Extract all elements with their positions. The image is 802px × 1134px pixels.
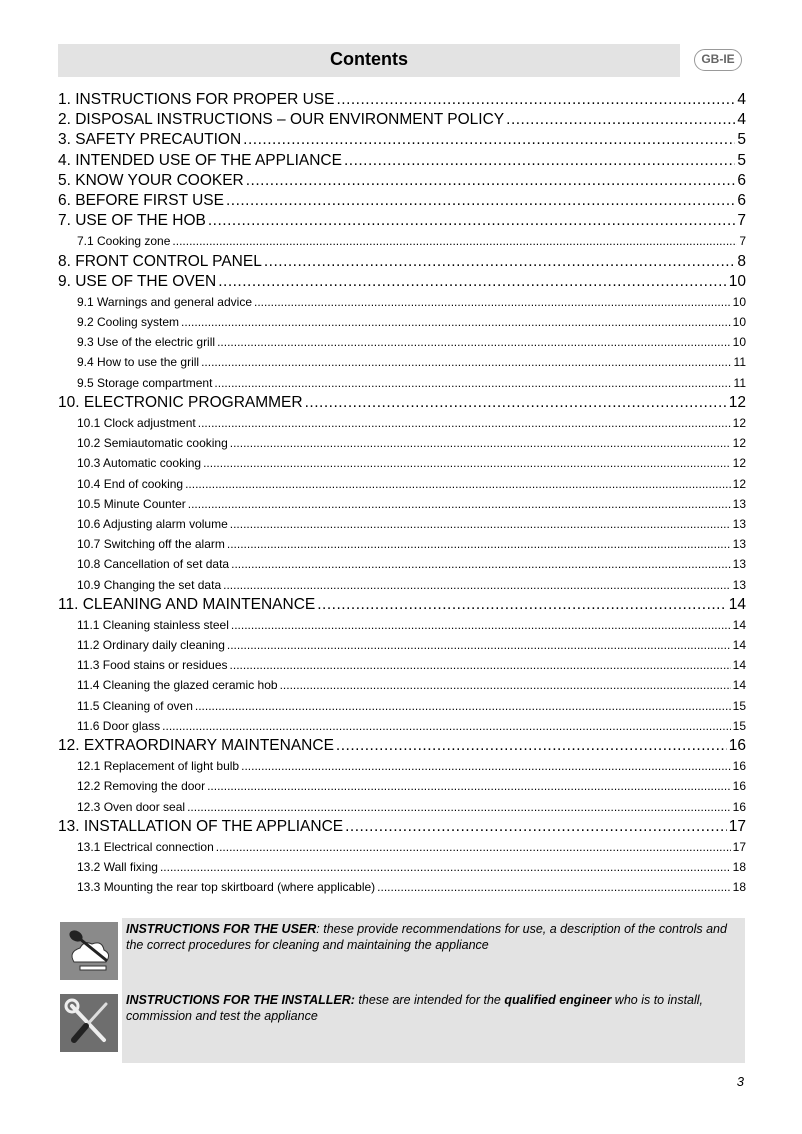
toc-label: 3. SAFETY PRECAUTION <box>58 131 242 149</box>
toc-page: 14 <box>732 658 746 673</box>
toc-leader <box>223 575 731 595</box>
toc-page: 10 <box>732 294 746 309</box>
toc-leader <box>214 373 731 393</box>
toc-leader <box>345 817 727 837</box>
toc-page: 7 <box>737 212 746 230</box>
toc-leader <box>198 413 731 433</box>
toc-page: 6 <box>737 191 746 209</box>
toc-section[interactable] <box>58 110 746 130</box>
toc-page: 10 <box>732 335 746 350</box>
toc-label: 11. CLEANING AND MAINTENANCE <box>58 595 316 613</box>
toc-subsection[interactable] <box>58 514 746 534</box>
toc-label: 7.1 Cooking zone <box>77 234 171 249</box>
toc-label: 13.1 Electrical connection <box>77 839 214 854</box>
toc-subsection[interactable] <box>58 292 746 312</box>
toc-subsection[interactable] <box>58 413 746 433</box>
toc-label: 9. USE OF THE OVEN <box>58 272 217 290</box>
toc-leader <box>230 655 731 675</box>
toc-subsection[interactable] <box>58 756 746 776</box>
toc-label: 12. EXTRAORDINARY MAINTENANCE <box>58 737 334 754</box>
toc-leader <box>227 635 731 655</box>
toc-label: 9.3 Use of the electric grill <box>77 335 216 350</box>
toc-page: 8 <box>737 252 746 270</box>
toc-page: 18 <box>732 880 746 895</box>
toc-page: 5 <box>737 131 746 149</box>
toc-label: 11.1 Cleaning stainless steel <box>77 617 229 632</box>
toc-section[interactable] <box>58 736 746 756</box>
toc-subsection[interactable] <box>58 675 746 695</box>
toc-page: 16 <box>732 759 746 774</box>
toc-label: 8. FRONT CONTROL PANEL <box>58 252 262 270</box>
toc-label: 9.5 Storage compartment <box>77 375 213 390</box>
installer-instructions-text-a: these are intended for the <box>354 993 505 1007</box>
toc-label: 10. ELECTRONIC PROGRAMMER <box>58 393 303 411</box>
toc-leader <box>162 716 730 736</box>
toc-page: 13 <box>732 577 746 592</box>
toc-subsection[interactable] <box>58 453 746 473</box>
spoon-chef-hat-icon <box>60 922 118 980</box>
toc-page: 13 <box>732 496 746 511</box>
toc-page: 10 <box>732 315 746 330</box>
toc-label: 13.2 Wall fixing <box>77 860 158 875</box>
region-badge: GB-IE <box>694 49 742 71</box>
toc-page: 15 <box>732 718 746 733</box>
toc-label: 11.4 Cleaning the glazed ceramic hob <box>77 678 278 693</box>
page-title: Contents <box>330 49 408 69</box>
toc-leader <box>506 110 735 130</box>
toc-page: 11 <box>733 375 746 390</box>
toc-section[interactable] <box>58 817 746 837</box>
toc-leader <box>264 252 736 272</box>
toc-label: 7. USE OF THE HOB <box>58 212 206 230</box>
toc-page: 12 <box>732 456 746 471</box>
toc-subsection[interactable] <box>58 877 746 897</box>
toc-subsection[interactable] <box>58 655 746 675</box>
toc-label: 11.2 Ordinary daily cleaning <box>77 638 225 653</box>
toc-leader <box>280 675 731 695</box>
toc-subsection[interactable] <box>58 837 746 857</box>
toc-leader <box>243 130 735 150</box>
toc-label: 6. BEFORE FIRST USE <box>58 191 224 209</box>
toc-subsection[interactable] <box>58 554 746 574</box>
toc-leader <box>231 554 731 574</box>
toc-page: 14 <box>732 638 746 653</box>
toc-leader <box>185 474 731 494</box>
toc-leader <box>218 272 727 292</box>
toc-leader <box>172 231 737 251</box>
toc-leader <box>160 857 731 877</box>
toc-subsection[interactable] <box>58 797 746 817</box>
toc-leader <box>188 494 731 514</box>
toc-subsection[interactable] <box>58 776 746 796</box>
toc-label: 13. INSTALLATION OF THE APPLIANCE <box>58 817 344 835</box>
toc-label: 10.4 End of cooking <box>77 476 184 491</box>
toc-section[interactable] <box>58 595 746 615</box>
toc-label: 10.2 Semiautomatic cooking <box>77 436 228 451</box>
installer-instructions-heading: INSTRUCTIONS FOR THE INSTALLER: <box>126 993 355 1007</box>
toc-leader <box>305 393 727 413</box>
toc-page: 15 <box>732 698 746 713</box>
installer-instructions-emphasis: qualified engineer <box>504 993 612 1007</box>
table-of-contents <box>58 90 746 898</box>
toc-label: 1. INSTRUCTIONS FOR PROPER USE <box>58 91 335 108</box>
toc-subsection[interactable] <box>58 575 746 595</box>
toc-subsection[interactable] <box>58 716 746 736</box>
toc-section[interactable] <box>58 191 746 211</box>
toc-page: 6 <box>737 171 746 189</box>
toc-page: 16 <box>732 779 746 794</box>
toc-label: 2. DISPOSAL INSTRUCTIONS – OUR ENVIRONMENT POLICY <box>58 111 505 129</box>
toc-page: 12 <box>732 416 746 430</box>
toc-label: 12.3 Oven door seal <box>77 799 186 814</box>
toc-label: 11.5 Cleaning of oven <box>77 698 193 713</box>
toc-subsection[interactable] <box>58 857 746 877</box>
toc-label: 10.7 Switching off the alarm <box>77 537 225 552</box>
toc-leader <box>231 615 731 635</box>
toc-leader <box>203 453 731 473</box>
toc-subsection[interactable] <box>58 534 746 554</box>
toc-leader <box>230 433 731 453</box>
toc-subsection[interactable] <box>58 312 746 332</box>
toc-page: 17 <box>732 839 746 854</box>
toc-page: 13 <box>732 516 746 531</box>
toc-page: 17 <box>728 817 746 835</box>
toc-subsection[interactable] <box>58 373 746 393</box>
toc-subsection[interactable] <box>58 231 746 251</box>
toc-page: 13 <box>732 537 746 552</box>
toc-subsection[interactable] <box>58 352 746 372</box>
user-instructions-box <box>122 918 745 989</box>
toc-page: 14 <box>732 617 746 632</box>
toc-label: 10.9 Changing the set data <box>77 577 222 592</box>
toc-page: 4 <box>737 91 746 108</box>
toc-leader <box>181 312 731 332</box>
toc-label: 10.8 Cancellation of set data <box>77 557 230 572</box>
toc-section[interactable] <box>58 171 746 191</box>
toc-leader <box>254 292 731 312</box>
toc-page: 12 <box>732 476 746 491</box>
toc-label: 10.3 Automatic cooking <box>77 456 202 471</box>
toc-label: 10.1 Clock adjustment <box>77 416 196 430</box>
toc-label: 5. KNOW YOUR COOKER <box>58 171 244 189</box>
toc-section[interactable] <box>58 252 746 272</box>
toc-leader <box>344 151 735 171</box>
page-number: 3 <box>736 1074 744 1089</box>
toc-page: 4 <box>737 111 746 129</box>
toc-leader <box>208 211 736 231</box>
toc-label: 11.3 Food stains or residues <box>77 658 228 673</box>
toc-leader <box>207 776 731 796</box>
toc-page: 7 <box>739 234 746 249</box>
toc-leader <box>216 837 731 857</box>
screwdriver-wrench-icon <box>60 994 118 1052</box>
toc-leader <box>195 696 731 716</box>
toc-leader <box>317 595 727 615</box>
toc-page: 11 <box>733 355 746 370</box>
toc-section[interactable] <box>58 151 746 171</box>
toc-subsection[interactable] <box>58 433 746 453</box>
toc-subsection[interactable] <box>58 635 746 655</box>
toc-leader <box>241 756 731 776</box>
toc-label: 9.4 How to use the grill <box>77 355 200 370</box>
toc-page: 18 <box>732 860 746 875</box>
toc-label: 13.3 Mounting the rear top skirtboard (where applicable) <box>77 880 376 895</box>
toc-subsection[interactable] <box>58 494 746 514</box>
toc-section[interactable] <box>58 130 746 150</box>
toc-page: 10 <box>728 272 746 290</box>
toc-page: 16 <box>728 737 746 754</box>
toc-leader <box>187 797 731 817</box>
user-instructions-heading: INSTRUCTIONS FOR THE USER <box>126 922 317 936</box>
user-instructions-text: : these provide recommendations for use, a description of the controls and the correct procedures for cleaning and maintaining the appliance <box>126 922 727 952</box>
toc-leader <box>377 877 730 897</box>
toc-label: 10.6 Adjusting alarm volume <box>77 516 228 531</box>
toc-page: 14 <box>728 595 746 613</box>
toc-leader <box>201 352 731 372</box>
toc-section[interactable] <box>58 393 746 413</box>
toc-leader <box>217 332 731 352</box>
toc-section[interactable] <box>58 272 746 292</box>
toc-page: 16 <box>732 799 746 814</box>
toc-label: 11.6 Door glass <box>77 718 161 733</box>
toc-leader <box>336 90 735 110</box>
toc-page: 12 <box>728 393 746 411</box>
toc-subsection[interactable] <box>58 332 746 352</box>
toc-page: 5 <box>737 151 746 169</box>
toc-leader <box>230 514 731 534</box>
installer-instructions-box <box>122 989 745 1063</box>
toc-leader <box>226 191 735 211</box>
toc-leader <box>246 171 736 191</box>
toc-leader <box>336 736 727 756</box>
toc-subsection[interactable] <box>58 474 746 494</box>
toc-label: 12.1 Replacement of light bulb <box>77 759 240 774</box>
toc-subsection[interactable] <box>58 696 746 716</box>
toc-section[interactable] <box>58 90 746 110</box>
toc-subsection[interactable] <box>58 615 746 635</box>
installer-instructions-text-b: who is to install, commission and test the appliance <box>126 993 704 1023</box>
toc-label: 9.2 Cooling system <box>77 315 180 330</box>
toc-label: 9.1 Warnings and general advice <box>77 294 252 309</box>
toc-leader <box>227 534 731 554</box>
toc-label: 10.5 Minute Counter <box>77 496 186 511</box>
toc-page: 14 <box>732 678 746 693</box>
toc-page: 12 <box>732 436 746 451</box>
toc-label: 4. INTENDED USE OF THE APPLIANCE <box>58 151 342 169</box>
toc-page: 13 <box>732 557 746 572</box>
toc-section[interactable] <box>58 211 746 231</box>
toc-label: 12.2 Removing the door <box>77 779 206 794</box>
